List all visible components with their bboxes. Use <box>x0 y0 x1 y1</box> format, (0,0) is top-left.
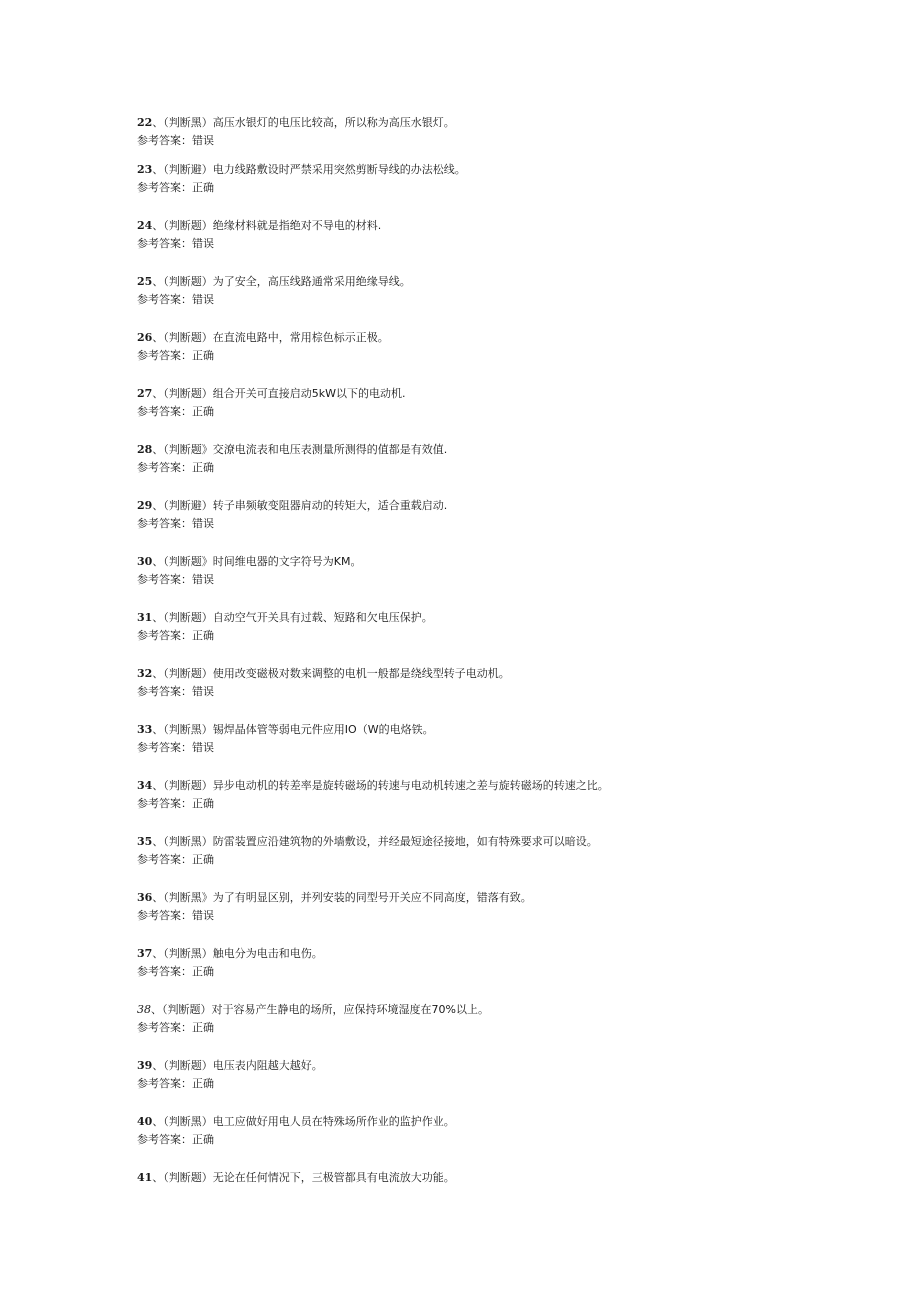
question-number: 36 <box>137 891 153 904</box>
question-text: 、（判断避）电力线路敷设时严禁采用突然剪断导线的办法松线。 <box>152 163 466 176</box>
answer-31: 参考答案：正确 <box>137 629 214 642</box>
answer-35: 参考答案：正确 <box>137 853 214 866</box>
question-number: 37 <box>137 947 153 960</box>
question-36 <box>137 891 837 905</box>
question-text: 、（判断题）在直流电路中，常用棕色标示正极。 <box>152 331 389 344</box>
question-text: 、（判断题》时间维电器的文字符号为KM。 <box>152 555 362 568</box>
question-number: 39 <box>137 1059 153 1072</box>
answer-28: 参考答案：正确 <box>137 461 214 474</box>
question-39 <box>137 1059 837 1073</box>
question-28 <box>137 443 837 457</box>
answer-34: 参考答案：正确 <box>137 797 214 810</box>
question-text: 、（判断黑）防雷装置应沿建筑物的外墙敷设，并经最短途径接地，如有特殊要求可以暗设。 <box>152 835 598 848</box>
question-number: 26 <box>137 331 153 344</box>
question-number: 22 <box>137 116 153 129</box>
question-38 <box>137 1003 837 1017</box>
answer-38: 参考答案：正确 <box>137 1021 214 1034</box>
question-23 <box>137 163 837 177</box>
question-text: 、（判断题）对于容易产生静电的场所，应保持环境湿度在70%以上。 <box>151 1003 489 1016</box>
question-32 <box>137 667 837 681</box>
question-37 <box>137 947 837 961</box>
question-number: 29 <box>137 499 153 512</box>
question-text: 、（判断黑）触电分为电击和电伤。 <box>152 947 323 960</box>
question-text: 、（判断题》交潦电流表和电压表测量所测得的值都是有效值. <box>152 443 448 456</box>
question-text: 、（判断题）无论在任何情况下，三极管都具有电流放大功能。 <box>152 1171 455 1184</box>
answer-24: 参考答案：错误 <box>137 237 214 250</box>
question-number: 32 <box>137 667 153 680</box>
question-text: 、（判断题）绝缘材料就是指绝对不导电的材料. <box>152 219 382 232</box>
question-number: 24 <box>137 219 153 232</box>
answer-36: 参考答案：错误 <box>137 909 214 922</box>
question-34 <box>137 779 837 793</box>
question-text: 、（判断避）转子串频敏变阻器肩动的转矩大，适合重载启动. <box>152 499 448 512</box>
answer-37: 参考答案：正确 <box>137 965 214 978</box>
question-26 <box>137 331 837 345</box>
answer-32: 参考答案：错误 <box>137 685 214 698</box>
question-number: 31 <box>137 611 153 624</box>
question-number: 33 <box>137 723 153 736</box>
answer-40: 参考答案：正确 <box>137 1133 214 1146</box>
question-list <box>137 116 837 1189</box>
question-text: 、（判断题）使用改变磁极对数来调整的电机一般都是绕线型转子电动机。 <box>152 667 510 680</box>
question-number: 28 <box>137 443 153 456</box>
question-number: 25 <box>137 275 153 288</box>
answer-26: 参考答案：正确 <box>137 349 214 362</box>
question-text: 、（判断题）为了安全，高压线路通常采用绝缘导线。 <box>152 275 411 288</box>
question-number: 23 <box>137 163 153 176</box>
question-24 <box>137 219 837 233</box>
answer-22: 参考答案：错误 <box>137 134 214 147</box>
question-text: 、（判断黑）电工应做好用电人员在特殊场所作业的监护作业。 <box>152 1115 455 1128</box>
question-number: 38 <box>137 1003 151 1016</box>
question-31 <box>137 611 837 625</box>
question-27 <box>137 387 837 401</box>
question-text: 、（判断题）异步电动机的转差率是旋转磁场的转速与电动机转速之差与旋转磁场的转速之比。 <box>152 779 609 792</box>
question-40 <box>137 1115 837 1129</box>
answer-39: 参考答案：正确 <box>137 1077 214 1090</box>
question-29 <box>137 499 837 513</box>
answer-29: 参考答案：错误 <box>137 517 214 530</box>
question-number: 34 <box>137 779 153 792</box>
question-text: 、（判断题）自动空气开关具有过载、短路和欠电压保护。 <box>152 611 433 624</box>
question-text: 、（判断黑》为了有明显区别，并列安装的同型号开关应不同高度，错落有致。 <box>152 891 532 904</box>
question-number: 35 <box>137 835 153 848</box>
question-number: 40 <box>137 1115 153 1128</box>
question-text: 、（判断黑）高压水银灯的电压比较高，所以称为高压水银灯。 <box>152 116 455 129</box>
question-30 <box>137 555 837 569</box>
question-text: 、（判断题）组合开关可直接启动5kW以下的电动机. <box>152 387 406 400</box>
question-number: 27 <box>137 387 153 400</box>
question-text: 、（判断题）电压表内阻越大越好。 <box>152 1059 323 1072</box>
answer-30: 参考答案：错误 <box>137 573 214 586</box>
question-text: 、（判断黑）锡焊晶体管等弱电元件应用IO（W的电烙铁。 <box>152 723 434 736</box>
answer-25: 参考答案：错误 <box>137 293 214 306</box>
question-41 <box>137 1171 837 1185</box>
question-33 <box>137 723 837 737</box>
question-number: 30 <box>137 555 153 568</box>
answer-27: 参考答案：正确 <box>137 405 214 418</box>
answer-33: 参考答案：错误 <box>137 741 214 754</box>
answer-23: 参考答案：正确 <box>137 181 214 194</box>
question-35 <box>137 835 837 849</box>
question-number: 41 <box>137 1171 153 1184</box>
question-22 <box>137 116 837 130</box>
question-25 <box>137 275 837 289</box>
